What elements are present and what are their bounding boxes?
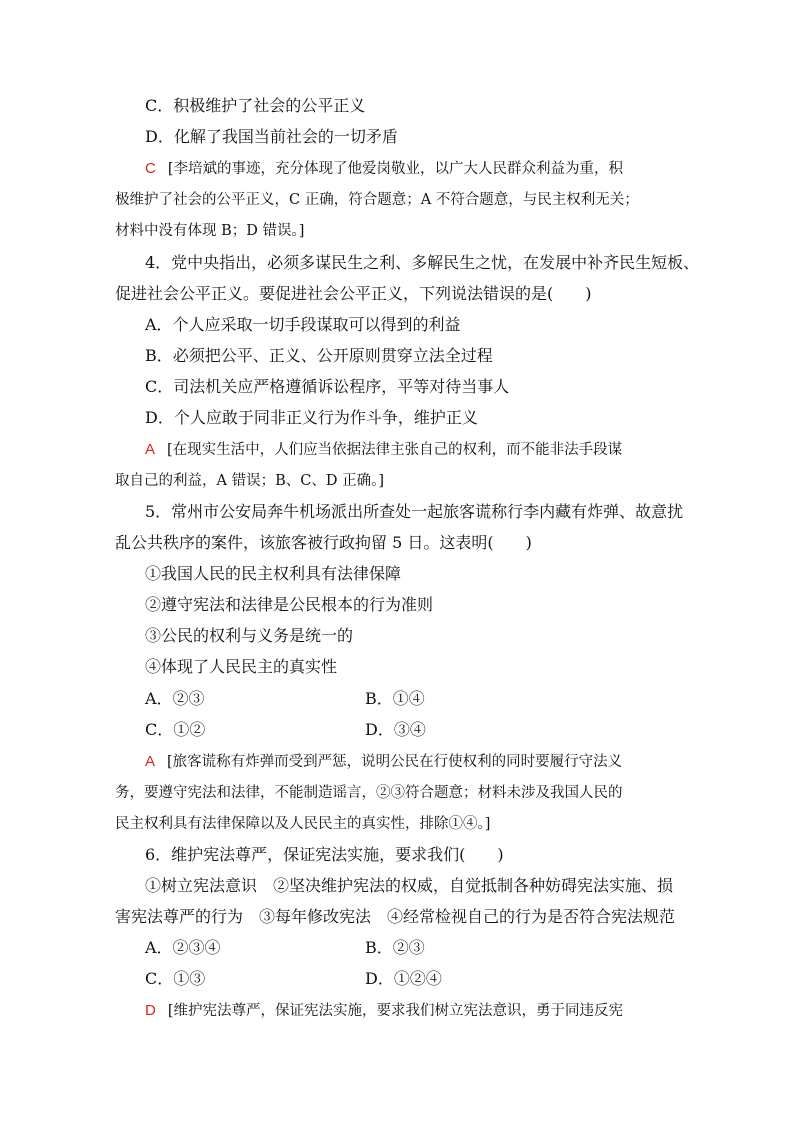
q6-stem: 6．维护宪法尊严，保证宪法实施，要求我们( ) <box>145 845 504 864</box>
q4-explanation-line: A [在现实生活中，人们应当依据法律主张自己的权利，而不能非法手段谋 <box>145 441 623 458</box>
q5-statement: ①我国人民的民主权利具有法律保障 <box>145 564 402 583</box>
q6-statements: ①树立宪法意识 ②坚决维护宪法的权威，自觉抵制各种妨碍宪法实施、损 <box>145 876 674 895</box>
q4-option-b: B．必须把公平、正义、公开原则贯穿立法全过程 <box>145 346 493 365</box>
q4-stem: 4．党中央指出，必须多谋民生之利、多解民生之忧，在发展中补齐民生短板、 <box>145 253 700 272</box>
q3-option-d: D．化解了我国当前社会的一切矛盾 <box>145 127 398 146</box>
q6-statements: 害宪法尊严的行为 ③每年修改宪法 ④经常检视自己的行为是否符合宪法规范 <box>115 907 676 926</box>
q3-explanation-line: 极维护了社会的公平正义，C 正确，符合题意；A 不符合题意，与民主权利无关； <box>115 192 639 208</box>
q5-explanation-line: A [旅客谎称有炸弹而受到严惩，说明公民在行使权利的同时要履行守法义 <box>145 753 623 770</box>
q5-explanation-line: 务，要遵守宪法和法律，不能制造谣言，②③符合题意；材料未涉及我国人民的 <box>115 785 623 801</box>
q6-option-c: C．①③ <box>145 969 206 988</box>
q5-explanation-line: 民主权利具有法律保障以及人民民主的真实性，排除①④。] <box>115 816 491 832</box>
q3-explanation-line: 材料中没有体现 B；D 错误。] <box>115 223 305 239</box>
q5-option-b: B．①④ <box>365 689 425 708</box>
q4-option-a: A．个人应采取一切手段谋取可以得到的利益 <box>145 315 461 334</box>
q4-stem: 促进社会公平正义。要促进社会公平正义，下列说法错误的是( ) <box>115 284 592 303</box>
q5-answer: A <box>145 753 156 770</box>
q5-statement: ④体现了人民民主的真实性 <box>145 657 338 676</box>
q5-stem: 乱公共秩序的案件，该旅客被行政拘留 5 日。这表明( ) <box>115 533 532 552</box>
q6-answer: D <box>145 1002 156 1019</box>
q4-option-c: C．司法机关应严格遵循诉讼程序，平等对待当事人 <box>145 377 510 396</box>
q5-stem: 5．常州市公安局奔牛机场派出所查处一起旅客谎称行李内藏有炸弹、故意扰 <box>145 502 684 521</box>
q5-statement: ③公民的权利与义务是统一的 <box>145 626 354 645</box>
q3-explanation-line: C [李培斌的事迹，充分体现了他爱岗敬业，以广大人民群众利益为重，积 <box>145 160 623 177</box>
q5-option-d: D．③④ <box>365 720 426 739</box>
q5-option-a: A．②③ <box>145 689 205 708</box>
q6-option-d: D．①②④ <box>365 969 442 988</box>
q4-answer: A <box>145 441 156 458</box>
q3-answer: C <box>145 160 156 177</box>
q3-option-c: C．积极维护了社会的公平正义 <box>145 96 366 115</box>
q5-option-c: C．①② <box>145 720 206 739</box>
q5-statement: ②遵守宪法和法律是公民根本的行为准则 <box>145 595 434 614</box>
q4-option-d: D．个人应敢于同非正义行为作斗争，维护正义 <box>145 408 478 427</box>
q4-explanation-line: 取自己的利益，A 错误；B、C、D 正确。] <box>115 473 384 489</box>
q6-explanation-line: D [维护宪法尊严，保证宪法实施，要求我们树立宪法意识，勇于同违反宪 <box>145 1002 623 1019</box>
q6-option-b: B．②③ <box>365 938 425 957</box>
q6-option-a: A．②③④ <box>145 938 221 957</box>
